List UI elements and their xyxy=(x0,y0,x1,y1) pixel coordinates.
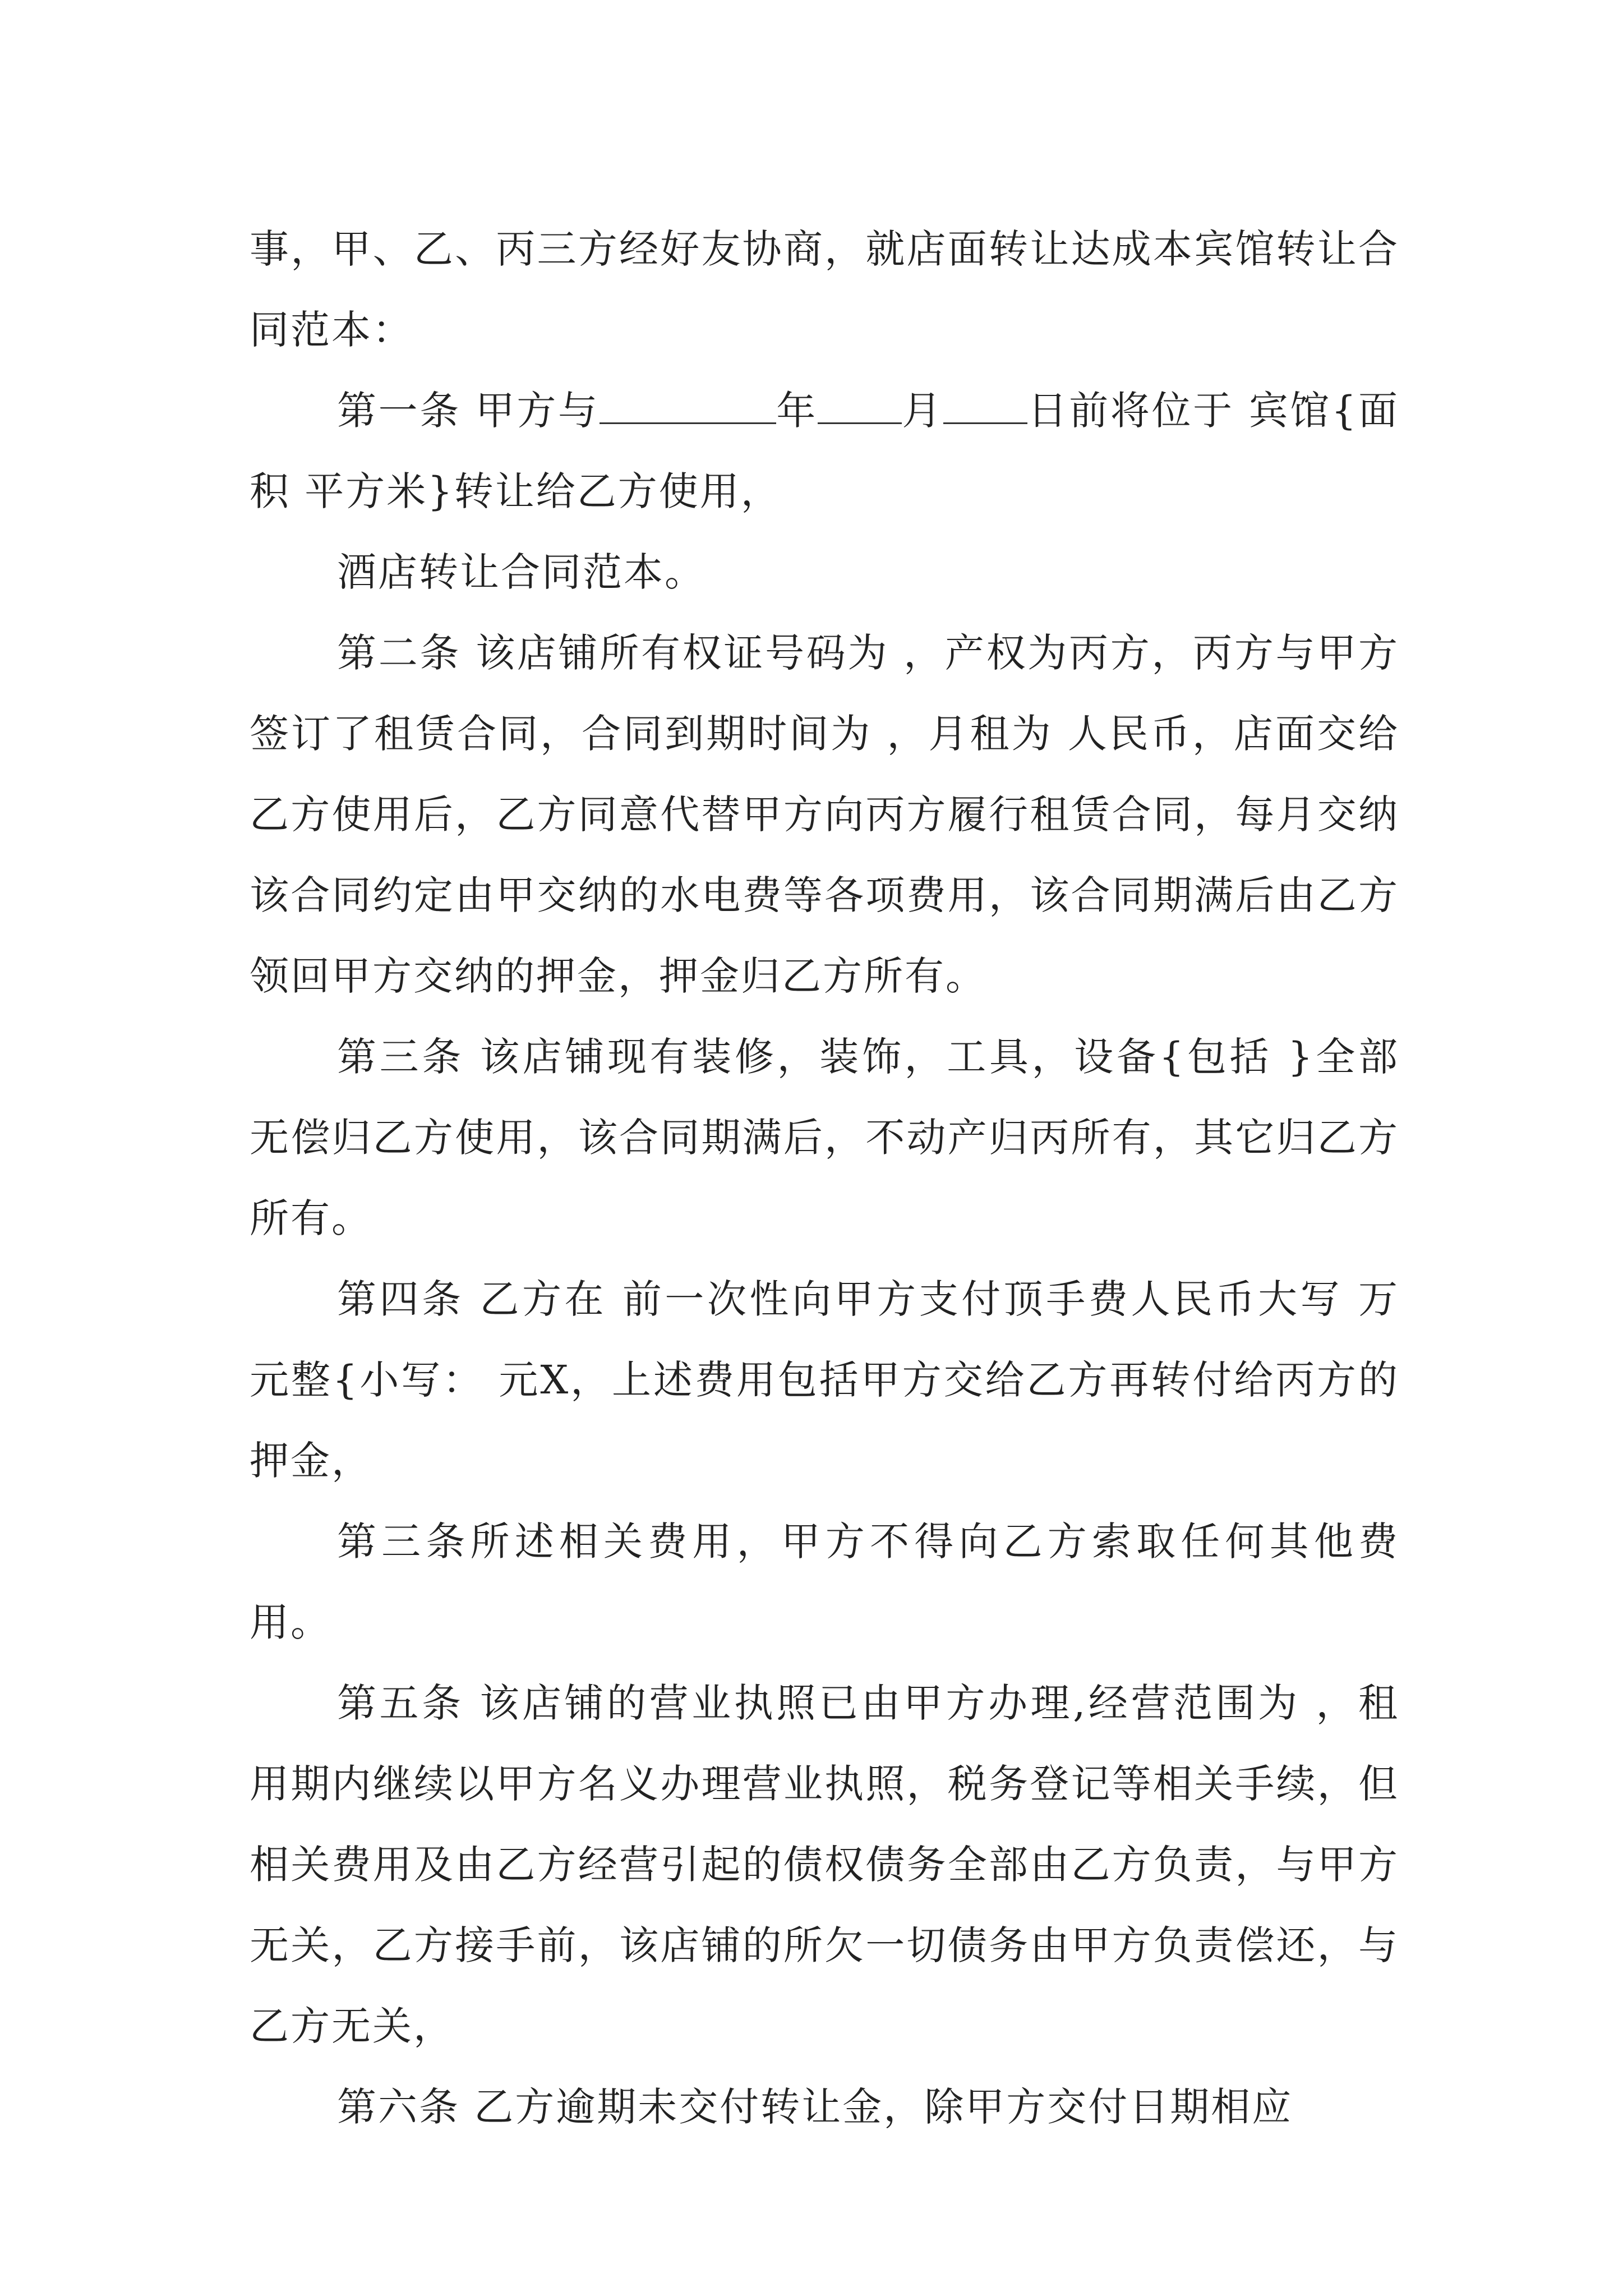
paragraph-article-6: 第六条 乙方逾期未交付转让金，除甲方交付日期相应 xyxy=(337,2084,1293,2130)
paragraph-article-5: 第五条 该店铺的营业执照已由甲方办理,经营范围为 ，租用期内继续以甲方名义办理营业执照，税务登记等相关手续，但相关费用及由乙方经营引起的债权债务全部由乙方负责，与甲方无关，乙方接手前，该店铺的所欠一切债务由甲方负责偿还，与乙方无关， xyxy=(250,1680,1399,2049)
article-1-year-label: 年 xyxy=(776,388,818,434)
paragraph-intro-continuation: 事，甲、乙、丙三方经好友协商，就店面转让达成本宾馆转让合同范本： xyxy=(250,226,1399,353)
document-body xyxy=(250,209,1399,2147)
paragraph-title-note: 酒店转让合同范本。 xyxy=(337,549,706,595)
article-1-month-label: 月 xyxy=(901,388,944,434)
paragraph-article-4: 第四条 乙方在 前一次性向甲方支付顶手费人民币大写 万元整{小写： 元X，上述费用包括甲方交给乙方再转付给丙方的押金， xyxy=(250,1276,1399,1484)
article-1-text-end: 日前将位于 宾馆{面积 平方米}转让给乙方使用， xyxy=(250,388,1399,514)
paragraph-article-2: 第二条 该店铺所有权证号码为 ，产权为丙方，丙方与甲方签订了租赁合同，合同到期时间为 ，月租为 人民币，店面交给乙方使用后，乙方同意代替甲方向丙方履行租赁合同，每月交纳该合同约定由甲交纳的水电费等各项费用，该合同期满后由乙方领回甲方交纳的押金，押金归乙方所有。 xyxy=(250,630,1399,999)
blank-day-field xyxy=(943,393,1027,424)
article-1-text-start: 第一条 甲方与 xyxy=(337,388,600,434)
paragraph-article-1 xyxy=(250,370,1399,532)
blank-year-field xyxy=(600,393,776,424)
paragraph-article-3-fees: 第三条所述相关费用，甲方不得向乙方索取任何其他费用。 xyxy=(250,1519,1399,1645)
paragraph-article-3: 第三条 该店铺现有装修，装饰，工具，设备{包括 }全部无偿归乙方使用，该合同期满后，不动产归丙所有，其它归乙方所有。 xyxy=(250,1034,1399,1241)
blank-month-field xyxy=(818,393,902,424)
